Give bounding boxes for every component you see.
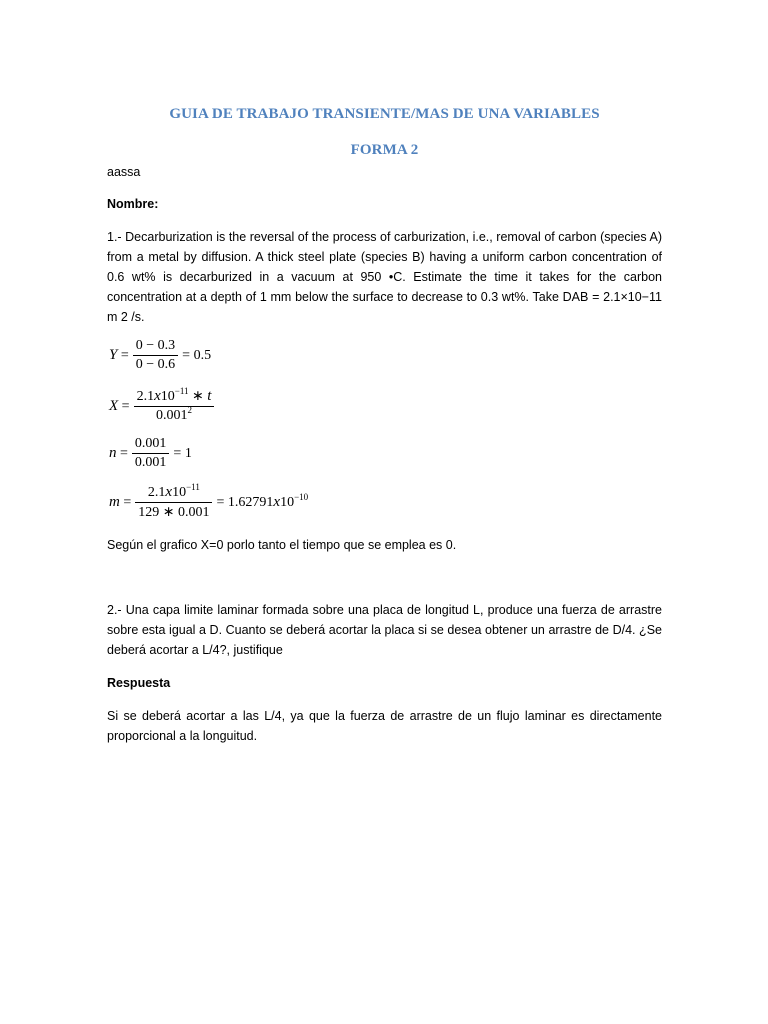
formula-n-result: 1 (184, 445, 192, 461)
formula-y-numerator: 0 − 0.3 (133, 338, 178, 356)
formula-x-den-exponent: 2 (187, 405, 192, 415)
formula-n-fraction (132, 436, 170, 471)
question-2-text: 2.- Una capa limite laminar formada sobre una placa de longitud L, produce una fuerza de arrastre sobre esta igual a D. Cuanto se deberá acortar la placa si se desea obtener un arrastre de D/4. ¿Se deberá acortar a L/4?, justifique (107, 603, 662, 657)
formula-x-num-exponent: −11 (174, 386, 189, 396)
answer-label: Respuesta (107, 676, 171, 690)
formula-m-denominator: 129 ∗ 0.001 (138, 505, 210, 520)
formula-m-num-mantissa: 10 (172, 485, 187, 500)
formula-x-fraction (134, 388, 215, 424)
formula-y-denominator: 0 − 0.6 (135, 357, 176, 372)
formula-x-num-base: 2.1 (136, 389, 155, 404)
formula-m-result-base: 1.62791 (227, 495, 274, 510)
question-1-conclusion: Según el grafico X=0 porlo tanto el tiempo que se emplea es 0. (107, 538, 457, 552)
formula-y-fraction (133, 338, 178, 373)
formula-m-num-exponent: −11 (186, 482, 200, 492)
question-2-answer: Si se deberá acortar a las L/4, ya que la fuerza de arrastre de un flujo laminar es directamente proporcional a la longuitud. (107, 709, 662, 743)
formula-n-numerator: 0.001 (132, 436, 170, 454)
formula-x-denominator (134, 407, 215, 424)
formula-m-result-exponent: −10 (294, 492, 309, 502)
formula-m-num-base: 2.1 (147, 485, 166, 500)
formula-x: X = $\frac{2.1x10^{-11} ∗ t}{0.001^2}$ (107, 388, 216, 424)
question-1-text: 1.- Decarburization is the reversal of the process of carburization, i.e., removal of carbon (species A) from a metal by diffusion. A thick steel plate (species B) having a uniform carbon concentration of 0.6 wt% is decarburized in a vacuum at 950 •C. Estimate the time it takes for the carbon concentration at a depth of 1 mm below the surface to decrease to 0.3 wt%. Take DAB = 2.1×10−11 m 2 /s. (107, 230, 662, 324)
formula-x-num-operator: ∗ (188, 389, 208, 404)
formula-y-lhs: Y (109, 347, 118, 363)
formula-m-result (227, 492, 309, 510)
formula-m: m = $\frac{2.1x10^{-11}}{129 ∗ 0.001}$ = $1.62791x10^{-10}$ (109, 482, 309, 520)
formula-x-lhs: X (109, 397, 119, 414)
formula-n-lhs: n (109, 445, 117, 461)
formula-n-denominator: 0.001 (134, 455, 167, 470)
formula-m-numerator (135, 484, 212, 503)
document-subtitle: FORMA 2 (350, 142, 419, 158)
formula-x-numerator (134, 388, 215, 407)
formula-m-fraction (135, 484, 212, 521)
document-title: GUIA DE TRABAJO TRANSIENTE/MAS DE UNA VARIABLES (169, 106, 600, 122)
formula-m-lhs: m (109, 494, 120, 510)
formula-n: n = $\frac{0.001}{0.001}$ = 1 (109, 436, 192, 470)
formula-x-num-t: t (207, 388, 212, 404)
student-line: aassa (107, 165, 141, 179)
formula-x-num-x: x (154, 388, 161, 404)
name-label: Nombre: (107, 197, 159, 211)
formula-m-result-x: x (273, 494, 281, 510)
formula-m-num-x: x (165, 484, 173, 500)
formula-x-den-base: 0.001 (155, 408, 188, 423)
formula-y-result: 0.5 (193, 347, 212, 363)
formula-m-result-mantissa: 10 (280, 495, 295, 510)
formula-y: Y = $\frac{0 - 0.3}{0 - 0.6}$ = 0.5 (109, 338, 212, 372)
formula-x-num-mantissa: 10 (160, 389, 175, 404)
